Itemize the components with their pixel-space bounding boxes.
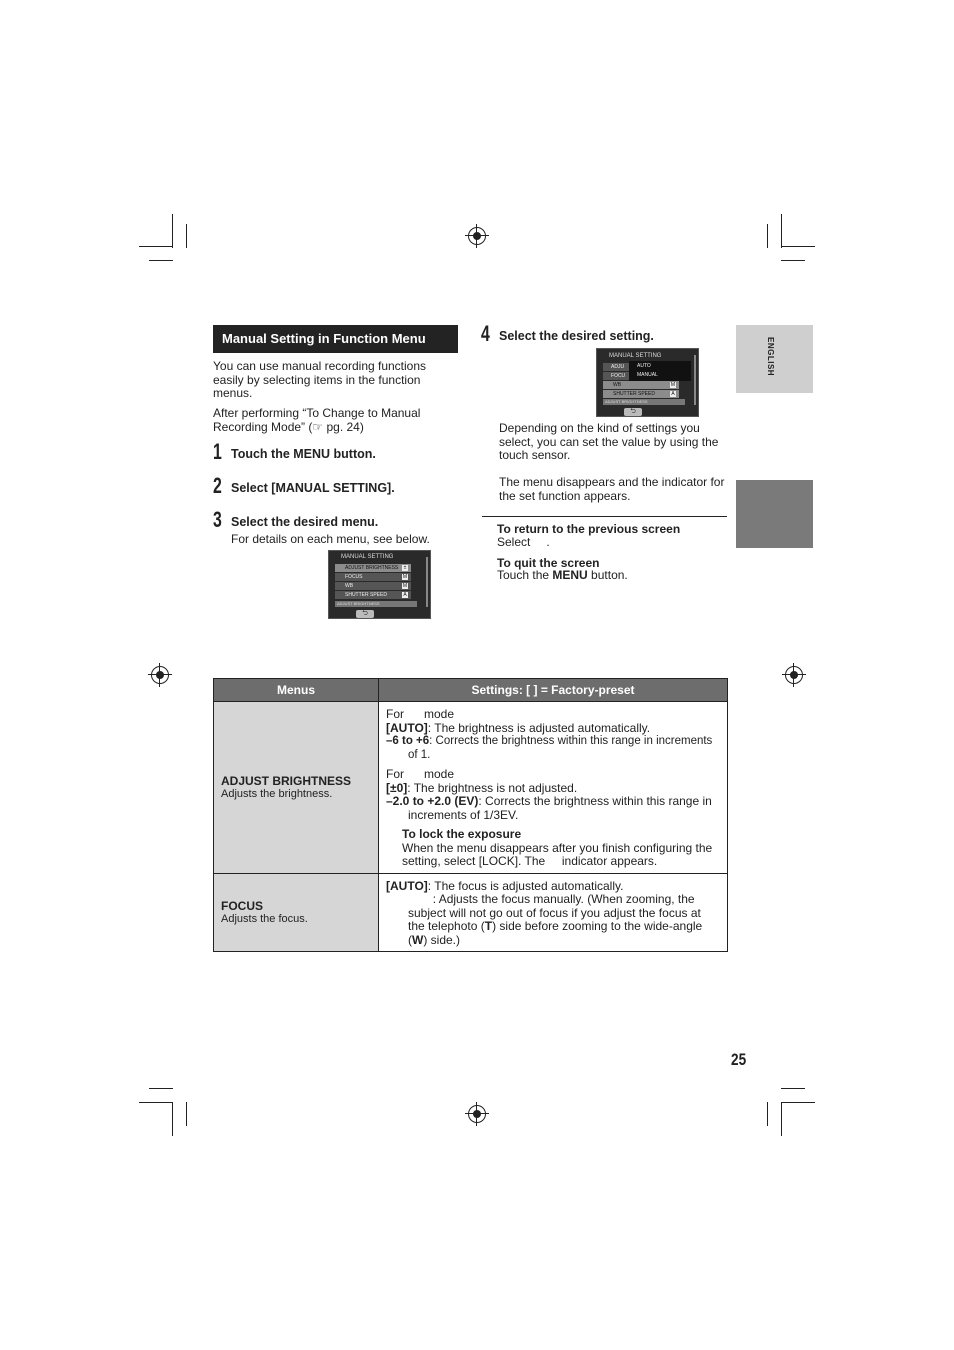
screen-item-label: SHUTTER SPEED (613, 391, 655, 397)
quit-text-pre: Touch the (497, 568, 553, 582)
screen-item-label: SHUTTER SPEED (345, 592, 387, 598)
setting-popup (629, 361, 691, 381)
registration-mark-icon (468, 1105, 486, 1123)
return-title: To return to the previous screen (497, 522, 681, 536)
setting-auto (386, 722, 720, 736)
crop-mark (186, 1102, 187, 1126)
lock-text: When the menu disappears after you finish configuring the setting, select [LOCK]. The indicator appears. (402, 840, 716, 868)
screen-item (603, 363, 629, 371)
setting-label: –6 to +6 (386, 735, 430, 747)
setting-text: : The brightness is not adjusted. (407, 780, 578, 795)
step-3-number: 3 (213, 507, 222, 532)
setting-range (386, 735, 720, 762)
menu-name: FOCUS (221, 899, 263, 914)
screen-header: MANUAL SETTING (609, 353, 662, 359)
step-4-text: Select the desired setting. (499, 329, 654, 343)
menu-description: Adjusts the focus. (221, 913, 308, 926)
step-3-subtext: For details on each menu, see below. (231, 532, 430, 546)
screen-item (603, 381, 679, 389)
menu-name: ADJUST BRIGHTNESS (221, 774, 352, 789)
setting-text: ) side before zooming to the wide-angle ( (408, 919, 706, 947)
setting-zero (386, 782, 720, 796)
lock-title: To lock the exposure (402, 827, 522, 841)
wide-label: W (412, 932, 424, 947)
popup-option-manual: MANUAL (637, 372, 658, 378)
screen-item-badge: A (403, 592, 407, 598)
return-icon: ⮌ (356, 610, 374, 618)
crop-mark (149, 260, 173, 261)
step-2-text: Select [MANUAL SETTING]. (231, 481, 395, 495)
screen-footer: ADJUST BRIGHTNESS (335, 601, 417, 607)
registration-mark-icon (151, 666, 169, 684)
language-tab (736, 325, 813, 393)
setting-manual (386, 893, 720, 947)
registration-mark-icon (468, 227, 486, 245)
quit-text-bold: MENU (552, 568, 588, 582)
screen-scrollbar (426, 557, 428, 607)
screen-item (335, 591, 411, 599)
setting-text: : Corrects the brightness within this range in increments of 1/3EV. (408, 794, 712, 822)
menu-description: Adjusts the brightness. (221, 788, 333, 801)
crop-mark (781, 1102, 815, 1103)
menu-cell-focus (214, 873, 379, 952)
intro-text: You can use manual recording functions easily by selecting items in the function menus. (213, 359, 427, 400)
screen-item-badge: M (402, 574, 408, 580)
crop-mark (172, 214, 173, 248)
return-text-end: . (546, 535, 550, 549)
setting-text: : Adjusts the focus manually. (When zooming, the subject will not go out of focus if you adjust the focus at the telephoto ( (386, 892, 705, 933)
section-title: Manual Setting in Function Menu (213, 325, 458, 353)
crop-mark (149, 1088, 173, 1089)
settings-cell-focus (379, 873, 728, 952)
crop-mark (767, 1102, 768, 1126)
crop-mark (186, 224, 187, 248)
screen-item-label: WB (345, 583, 354, 589)
screen-item-label: ADJUST BRIGHTNESS (345, 565, 399, 571)
setting-label: [AUTO] (386, 720, 428, 735)
step-1-number: 1 (213, 439, 222, 464)
setting-ev-range (386, 795, 720, 822)
language-tab-label: ENGLISH (766, 337, 775, 377)
telephoto-label: T (484, 919, 493, 933)
divider (482, 516, 727, 517)
page-number: 25 (731, 1050, 747, 1069)
quit-text (497, 569, 628, 583)
step-3-text: Select the desired menu. (231, 515, 379, 529)
step-1-text: Touch the MENU button. (231, 447, 376, 461)
screen-header: MANUAL SETTING (341, 554, 394, 560)
screen-item (335, 582, 411, 590)
screen-item-label: ADJU (611, 364, 625, 370)
crop-mark (781, 1102, 782, 1136)
table-header-row (214, 679, 728, 702)
crop-mark (767, 224, 768, 248)
table-row (214, 702, 728, 874)
mode-label: For mode (386, 767, 455, 781)
screen-item (603, 390, 679, 398)
quit-title: To quit the screen (497, 556, 600, 570)
setting-label: [±0] (386, 780, 408, 795)
header-menus: Menus (214, 679, 379, 702)
screen-item-badge: A (671, 391, 675, 397)
mode-label: For mode (386, 707, 455, 721)
screen-item-badge: M (402, 583, 408, 589)
screen-item-label: WB (613, 382, 622, 388)
crop-mark (139, 1102, 173, 1103)
menu-screen-image (328, 550, 431, 619)
step-2-number: 2 (213, 473, 222, 498)
return-icon: ⮌ (624, 408, 642, 416)
registration-mark-icon (785, 666, 803, 684)
step-4-number: 4 (481, 321, 490, 346)
crop-mark (781, 246, 815, 247)
screen-item (603, 372, 629, 380)
screen-item (335, 573, 411, 581)
screen-item-label: FOCUS (345, 574, 363, 580)
setting-label: –2.0 to +2.0 (EV) (386, 794, 479, 808)
screen-item-label: FOCU (611, 373, 626, 379)
setting-screen-image (596, 348, 699, 417)
crop-mark (781, 260, 805, 261)
setting-text: : The brightness is adjusted automatically. (427, 720, 651, 735)
settings-cell-adjust-brightness (379, 702, 728, 874)
screen-item-badge: M (670, 382, 676, 388)
quit-text-post: button. (587, 568, 628, 582)
crop-mark (172, 1102, 173, 1136)
note-indicator: The menu disappears and the indicator for the set function appears. (499, 475, 725, 503)
table-row (214, 873, 728, 952)
screen-footer: ADJUST BRIGHTNESS (603, 399, 685, 405)
after-text: After performing “To Change to Manual Recording Mode” (☞ pg. 24) (213, 406, 421, 434)
setting-text: : The focus is adjusted automatically. (427, 878, 624, 893)
menu-cell-adjust-brightness (214, 702, 379, 874)
crop-mark (139, 246, 173, 247)
chapter-tab (736, 480, 813, 548)
note-touch-sensor: Depending on the kind of settings you select, you can set the value by using the touch sensor. (499, 421, 719, 462)
return-text-label: Select (497, 535, 531, 549)
setting-text: ) side.) (423, 932, 461, 947)
popup-option-auto: AUTO (637, 363, 651, 369)
setting-auto (386, 880, 720, 894)
screen-item-badge: ± (403, 565, 407, 571)
crop-mark (781, 1088, 805, 1089)
setting-text: : Corrects the brightness within this range in increments of 1. (408, 735, 713, 761)
crop-mark (781, 214, 782, 248)
screen-scrollbar (694, 355, 696, 405)
return-text (497, 536, 550, 550)
settings-table (213, 678, 728, 952)
setting-label: [AUTO] (386, 878, 428, 893)
screen-item (335, 564, 411, 572)
header-settings: Settings: [ ] = Factory-preset (379, 679, 728, 702)
